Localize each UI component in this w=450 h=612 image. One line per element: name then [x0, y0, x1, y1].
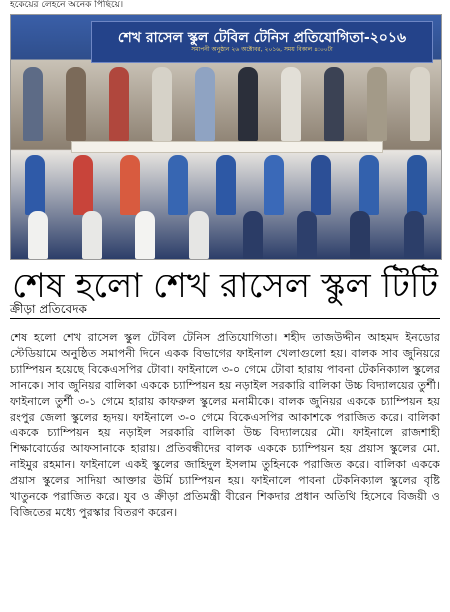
stage-banner: [91, 21, 433, 63]
person: [120, 155, 140, 215]
back-row-guests: [11, 67, 441, 141]
person: [23, 67, 43, 141]
person: [367, 67, 387, 141]
banner-title: শেখ রাসেল স্কুল টেবিল টেনিস প্রতিযোগিতা-২০১৬: [117, 30, 407, 46]
person: [311, 155, 331, 215]
person: [28, 211, 48, 259]
person: [243, 211, 263, 259]
person: [297, 211, 317, 259]
news-photo: [10, 14, 442, 260]
banner-subtitle: সমাপনী অনুষ্ঠান ২৬ অক্টোবর, ২০১৬, সময় বিকাল ৪:০০টা: [191, 46, 333, 53]
person: [404, 211, 424, 259]
person: [135, 211, 155, 259]
person: [324, 67, 344, 141]
person: [407, 155, 427, 215]
article-byline: ক্রীড়া প্রতিবেদক: [10, 302, 87, 316]
person: [82, 211, 102, 259]
person: [350, 211, 370, 259]
article-headline: শেষ হলো শেখ রাসেল স্কুল টিটি: [11, 266, 438, 306]
byline-divider: [10, 318, 440, 319]
person: [410, 67, 430, 141]
person: [66, 67, 86, 141]
middle-row-players: [11, 155, 441, 215]
previous-article-snippet: হকেয়ের লেহনে অনেক পিছিয়ে।: [10, 0, 124, 10]
trophy-table: [71, 141, 383, 153]
person: [25, 155, 45, 215]
front-row-players: [11, 211, 441, 259]
person: [264, 155, 284, 215]
article-body: শেষ হলো শেখ রাসেল স্কুল টেবিল টেনিস প্রতিযোগিতা। শহীদ তাজউদ্দীন আহমদ ইনডোর স্টেডিয়ামে অনুষ্ঠিত সমাপনী দিনে একক বিভাগের ফাইনাল খেলাগুলো হয়। বালক সাব জুনিয়রে চ্যাম্পিয়ন হয়েছে বিকেএসপির টোবা। ফাইনালে ৩-০ গেমে টোবা হারায় পাবনা টেকনিক্যাল স্কুলের সানকে। সাব জুনিয়র বালিকা এককে চ্যাম্পিয়ন হয় নড়াইল সরকারি বালিকা উচ্চ বিদ্যালয়ের তুর্শী। ফাইনালে তুর্শী ৩-১ গেমে হারায় কাফরুল স্কুলের মনামীকে। বালক জুনিয়র এককে চ্যাম্পিয়ন হয় রংপুর জেলা স্কুলের হৃদয়। ফাইনালে ৩-০ গেমে বিকেএসপির আকাশকে পরাজিত করে। বালিকা এককে চ্যাম্পিয়ন হয় নড়াইল সরকারি বালিকা উচ্চ বিদ্যালয়ের মৌ। ফাইনালে রাজশাহী শিক্ষাবোর্ডের আফসানাকে হারায়। প্রতিবন্ধীদের বালক এককে চ্যাম্পিয়ন হয় প্রয়াস স্কুলের মো. নাইমুর রহমান। ফাইনালে একই স্কুলের জাহিদুল ইসলাম তুহিনকে পরাজিত করে। বালিকা এককে প্রয়াস স্কুলের সাদিয়া আক্তার ঊর্মি চ্যাম্পিয়ন হয়। ফাইনালে পাবনা টেকনিক্যাল স্কুলের বৃষ্টি খাতুনকে পরাজিত করে। যুব ও ক্রীড়া প্রতিমন্ত্রী বীরেন শিকদার প্রধান অতিথি হিসেবে বিজয়ী ও বিজিতের মধ্যে পুরস্কার বিতরণ করেন।: [10, 331, 440, 519]
person: [152, 67, 172, 141]
person: [216, 155, 236, 215]
person: [195, 67, 215, 141]
person: [73, 155, 93, 215]
person: [168, 155, 188, 215]
person: [281, 67, 301, 141]
person: [109, 67, 129, 141]
person: [189, 211, 209, 259]
person: [238, 67, 258, 141]
person: [359, 155, 379, 215]
